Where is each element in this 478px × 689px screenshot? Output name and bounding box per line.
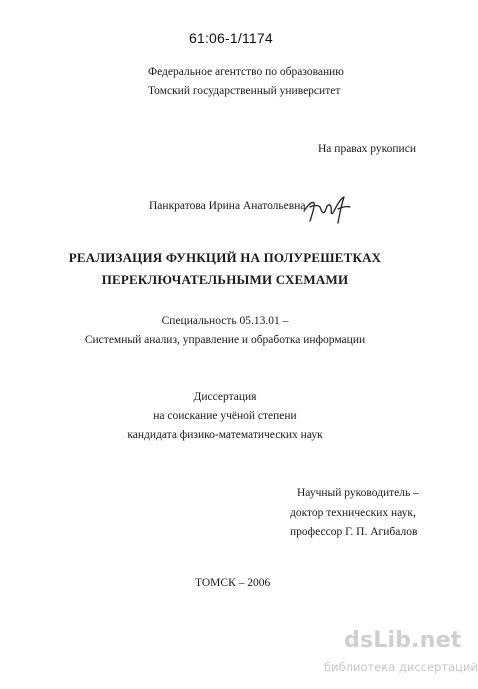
rights-note: На правах рукописи xyxy=(318,143,416,155)
watermark-logo: dsLib.net xyxy=(344,628,462,653)
title-line-1: РЕАЛИЗАЦИЯ ФУНКЦИЙ НА ПОЛУРЕШЕТКАХ xyxy=(68,250,382,265)
degree-line-3: кандидата физико-математических наук xyxy=(127,429,323,441)
supervisor-line-2: доктор технических наук, xyxy=(290,507,416,519)
organization-line-2: Томский государственный университет xyxy=(148,85,341,97)
title-line-2: ПЕРЕКЛЮЧАТЕЛЬНЫМИ СХЕМАМИ xyxy=(101,272,349,287)
specialty-line-1: Специальность 05.13.01 – xyxy=(161,315,289,327)
supervisor-line-3: профессор Г. П. Агибалов xyxy=(290,526,418,538)
archive-code: 61:06-1/1174 xyxy=(189,30,273,46)
degree-line-2: на соискание учёной степени xyxy=(153,410,297,422)
organization-line-1: Федеральное агентство по образованию xyxy=(148,66,344,78)
specialty-line-2: Системный анализ, управление и обработка информации xyxy=(84,334,366,346)
watermark xyxy=(324,628,478,682)
supervisor-line-1: Научный руководитель – xyxy=(297,487,419,499)
handwritten-signature xyxy=(300,193,354,227)
degree-line-1: Диссертация xyxy=(193,391,257,403)
city-year: ТОМСК – 2006 xyxy=(195,577,271,589)
author-name: Панкратова Ирина Анатольевна xyxy=(149,200,306,212)
watermark-subtitle: библиотека диссертаций xyxy=(324,660,478,674)
